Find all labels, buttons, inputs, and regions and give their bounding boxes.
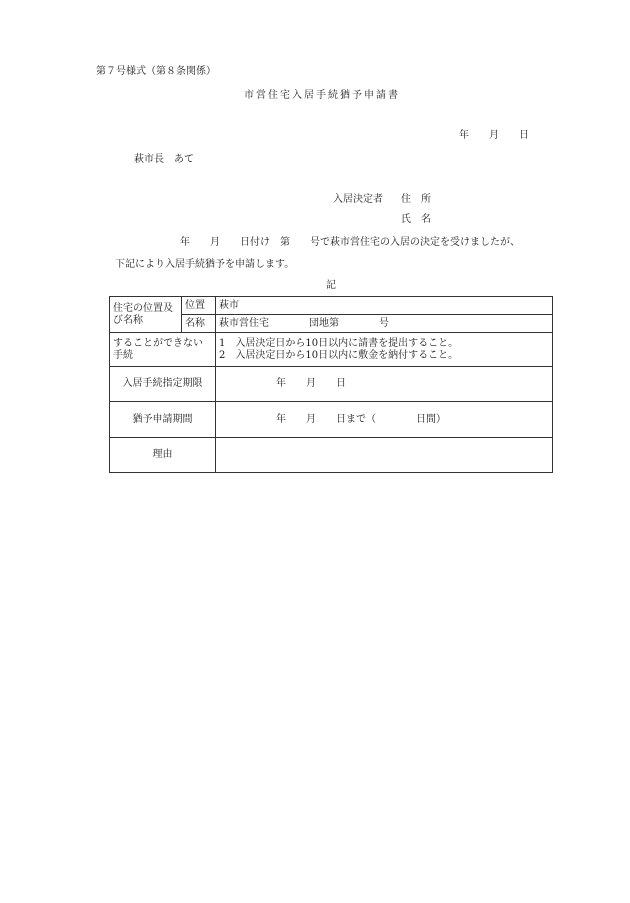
period-label: 猶予申請期間 <box>110 402 216 438</box>
address-label: 住 所 <box>401 194 431 205</box>
ki-heading: 記 <box>326 280 336 291</box>
reason-value[interactable] <box>216 438 553 473</box>
body-line-1: 年 月 日付け 第 号で萩市営住宅の入居の決定を受けましたが、 <box>180 237 520 248</box>
body-line-2: 下記により入居手続猶予を申請します。 <box>115 259 295 270</box>
date-line: 年 月 日 <box>459 130 529 141</box>
position-value: 萩市 <box>216 297 553 315</box>
form-number: 第７号様式（第８条関係） <box>96 66 216 77</box>
unable-procedure-label: することができない手続 <box>110 333 216 367</box>
name-value: 萩市営住宅 団地第 号 <box>216 315 553 333</box>
deadline-label: 入居手続指定期限 <box>110 367 216 402</box>
application-table <box>109 296 553 473</box>
position-label: 位置 <box>182 297 216 315</box>
period-value[interactable]: 年 月 日まで（ 日間） <box>216 402 553 438</box>
list-item: 2 入居決定日から10日以内に敷金を納付すること。 <box>219 349 459 361</box>
applicant-role-label: 入居決定者 <box>333 194 383 205</box>
deadline-value[interactable]: 年 月 日 <box>216 367 553 402</box>
list-item: 1 入居決定日から10日以内に請書を提出すること。 <box>219 338 459 349</box>
document-title: 市営住宅入居手続猶予申請書 <box>244 90 400 101</box>
unable-procedure-list <box>216 333 553 367</box>
location-header: 住宅の位置及び名称 <box>110 297 182 333</box>
addressee: 萩市長 あて <box>134 154 194 165</box>
name-label-cell: 名称 <box>182 315 216 333</box>
name-label: 氏 名 <box>401 214 431 225</box>
reason-label: 理由 <box>110 438 216 473</box>
